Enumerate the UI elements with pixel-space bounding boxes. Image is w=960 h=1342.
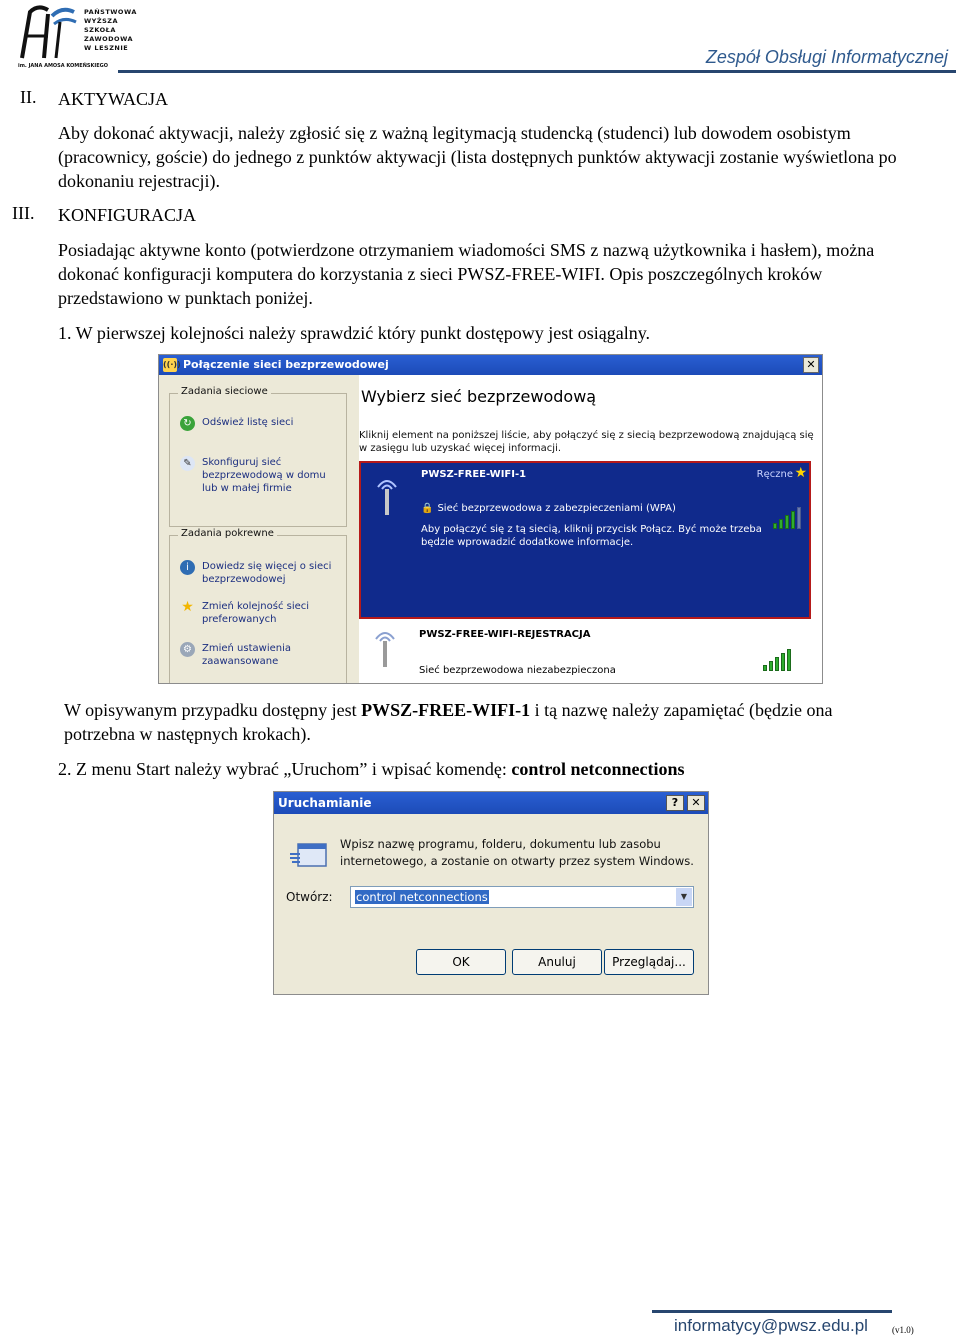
section-number-ii: II. [20,87,37,107]
preferred-star-icon: ★ [794,465,807,481]
settings-icon: ⚙ [180,642,195,657]
section-title-konfiguracja: KONFIGURACJA [58,205,197,225]
open-label: Otwórz: [286,890,333,904]
open-command-value: control netconnections [356,890,488,904]
section-title-aktywacja: AKTYWACJA [58,89,168,109]
step-2-text [58,757,685,781]
setup-home-network-label: Skonfiguruj sieć bezprzewodową w domu lub w małej firmie [202,457,326,494]
network-tasks-title: Zadania sieciowe [178,386,271,397]
step-1-note-text: W opisywanym przypadku dostępny jest [64,700,362,720]
wireless-title-icon: ((·)) [163,358,177,372]
signal-strength-1 [773,507,801,529]
choose-network-description: Kliknij element na poniższej liście, aby połączyć się z siecią bezprzewodową znajdującą się w zasięgu lub uzyskać więcej informacji. [359,430,814,454]
step-1-note-text-end: i tą nazwę należy zapamiętać (będzie ona potrzebna w następnych krokach). [64,700,833,744]
school-logo [18,2,137,70]
step-1-text: 1. W pierwszej kolejności należy sprawdzić który punkt dostępowy jest osiągalny. [58,323,651,343]
run-dialog [273,791,709,995]
step-1-note-network-name: PWSZ-FREE-WIFI-1 [361,700,531,720]
step-2-command: control netconnections [511,759,685,779]
signal-bar [781,653,785,671]
network-list-pane [359,375,823,684]
choose-network-heading: Wybierz sieć bezprzewodową [361,387,597,406]
chevron-down-icon[interactable]: ▼ [676,888,692,906]
wireless-antenna-icon [373,629,397,669]
wizard-icon: ✎ [180,456,195,471]
wireless-network-dialog [158,354,823,684]
signal-bar [775,657,779,671]
aktywacja-paragraph: Aby dokonać aktywacji, należy zgłosić się z ważną legitymacją studencką (studenci) lub dowodem osobistym (pracownicy, goście) do jednego z punktów aktywacji (lista dostępnych punktów aktywacji zostanie wyświetlona po dokonaniu rejestracji). [58,123,897,191]
signal-bar [779,519,783,529]
network-item-pwsz-free-wifi-1[interactable] [359,461,811,619]
department-name: Zespół Obsługi Informatycznej [705,47,948,67]
network-item-pwsz-free-wifi-rejestracja[interactable] [359,621,811,684]
step-2-instruction: 2. Z menu Start należy wybrać „Uruchom” i wpisać komendę: [58,759,512,779]
advanced-settings-link[interactable] [180,642,340,668]
related-tasks-group [169,528,347,684]
ok-button[interactable]: OK [416,949,506,975]
signal-bar [763,665,767,671]
network-name-1: PWSZ-FREE-WIFI-1 [421,469,527,480]
learn-more-label: Dowiedz się więcej o sieci bezprzewodowej [202,561,332,585]
network-tasks-group [169,386,347,527]
wireless-close-button[interactable]: ✕ [803,357,819,373]
change-order-link[interactable] [180,600,340,626]
logo-patron: im. JANA AMOSA KOMEŃSKIEGO [18,63,108,69]
network-connect-info: Aby połączyć się z tą siecią, kliknij przycisk Połącz. Być może trzeba będzie wprowadzić dodatkowe informacje. [421,524,762,548]
learn-more-link[interactable] [180,560,340,586]
konfiguracja-paragraph: Posiadając aktywne konto (potwierdzone otrzymaniem wiadomości SMS z nazwą użytkownika i hasłem), można dokonać konfiguracji komputera do korzystania z sieci PWSZ-FREE-WIFI. Opis poszczególnych kroków przedstawiono w punktach poniżej. [58,240,875,308]
related-tasks-title: Zadania pokrewne [178,528,277,539]
section-number-iii: III. [12,203,35,223]
setup-home-network-link[interactable] [180,456,340,495]
advanced-settings-label: Zmień ustawienia zaawansowane [202,643,291,667]
run-dialog-title: Uruchamianie [278,796,372,810]
signal-bar [791,511,795,529]
signal-bar [787,649,791,671]
open-command-input[interactable] [350,886,694,908]
signal-bar [785,515,789,529]
star-icon: ★ [181,599,194,615]
run-close-button[interactable]: ✕ [687,795,705,811]
refresh-icon: ↻ [180,416,195,431]
network-security-2: Sieć bezprzewodowa niezabezpieczona [419,665,616,676]
header-divider [118,70,956,73]
footer-email[interactable]: informatycy@pwsz.edu.pl [674,1316,868,1335]
network-name-2: PWSZ-FREE-WIFI-REJESTRACJA [419,629,591,640]
network-security-1-label: Sieć bezprzewodowa z zabezpieczeniami (WPA) [437,503,676,514]
signal-bar [773,523,777,529]
signal-strength-2 [763,649,791,671]
wireless-dialog-title: Połączenie sieci bezprzewodowej [183,358,389,371]
lock-icon: 🔒 [421,503,434,514]
footer-divider [652,1310,892,1313]
logo-name: PAŃSTWOWA WYŻSZA SZKOŁA ZAWODOWA W LESZNIE [84,8,137,52]
help-button[interactable]: ? [666,795,684,811]
network-manual-tag: Ręczne [756,469,793,480]
wireless-task-pane [159,375,359,684]
browse-button[interactable]: Przeglądaj... [604,949,694,975]
wireless-dialog-titlebar [159,355,822,375]
cancel-button[interactable]: Anuluj [512,949,602,975]
refresh-network-list-link[interactable] [180,416,340,429]
signal-bar-empty [797,507,801,529]
run-program-icon [288,840,328,870]
run-dialog-titlebar [274,792,708,814]
run-dialog-description: Wpisz nazwę programu, folderu, dokumentu lub zasobu internetowego, a zostanie on otwarty przez system Windows. [340,837,694,868]
network-security-1 [421,503,676,514]
refresh-network-list-label: Odśwież listę sieci [202,417,294,428]
change-order-label: Zmień kolejność sieci preferowanych [202,601,310,625]
info-icon: i [180,560,195,575]
logo-emblem-icon [18,2,80,62]
footer-version: (v1.0) [892,1325,914,1335]
step-1-note [64,698,894,746]
signal-bar [769,661,773,671]
wireless-antenna-icon [375,477,399,517]
